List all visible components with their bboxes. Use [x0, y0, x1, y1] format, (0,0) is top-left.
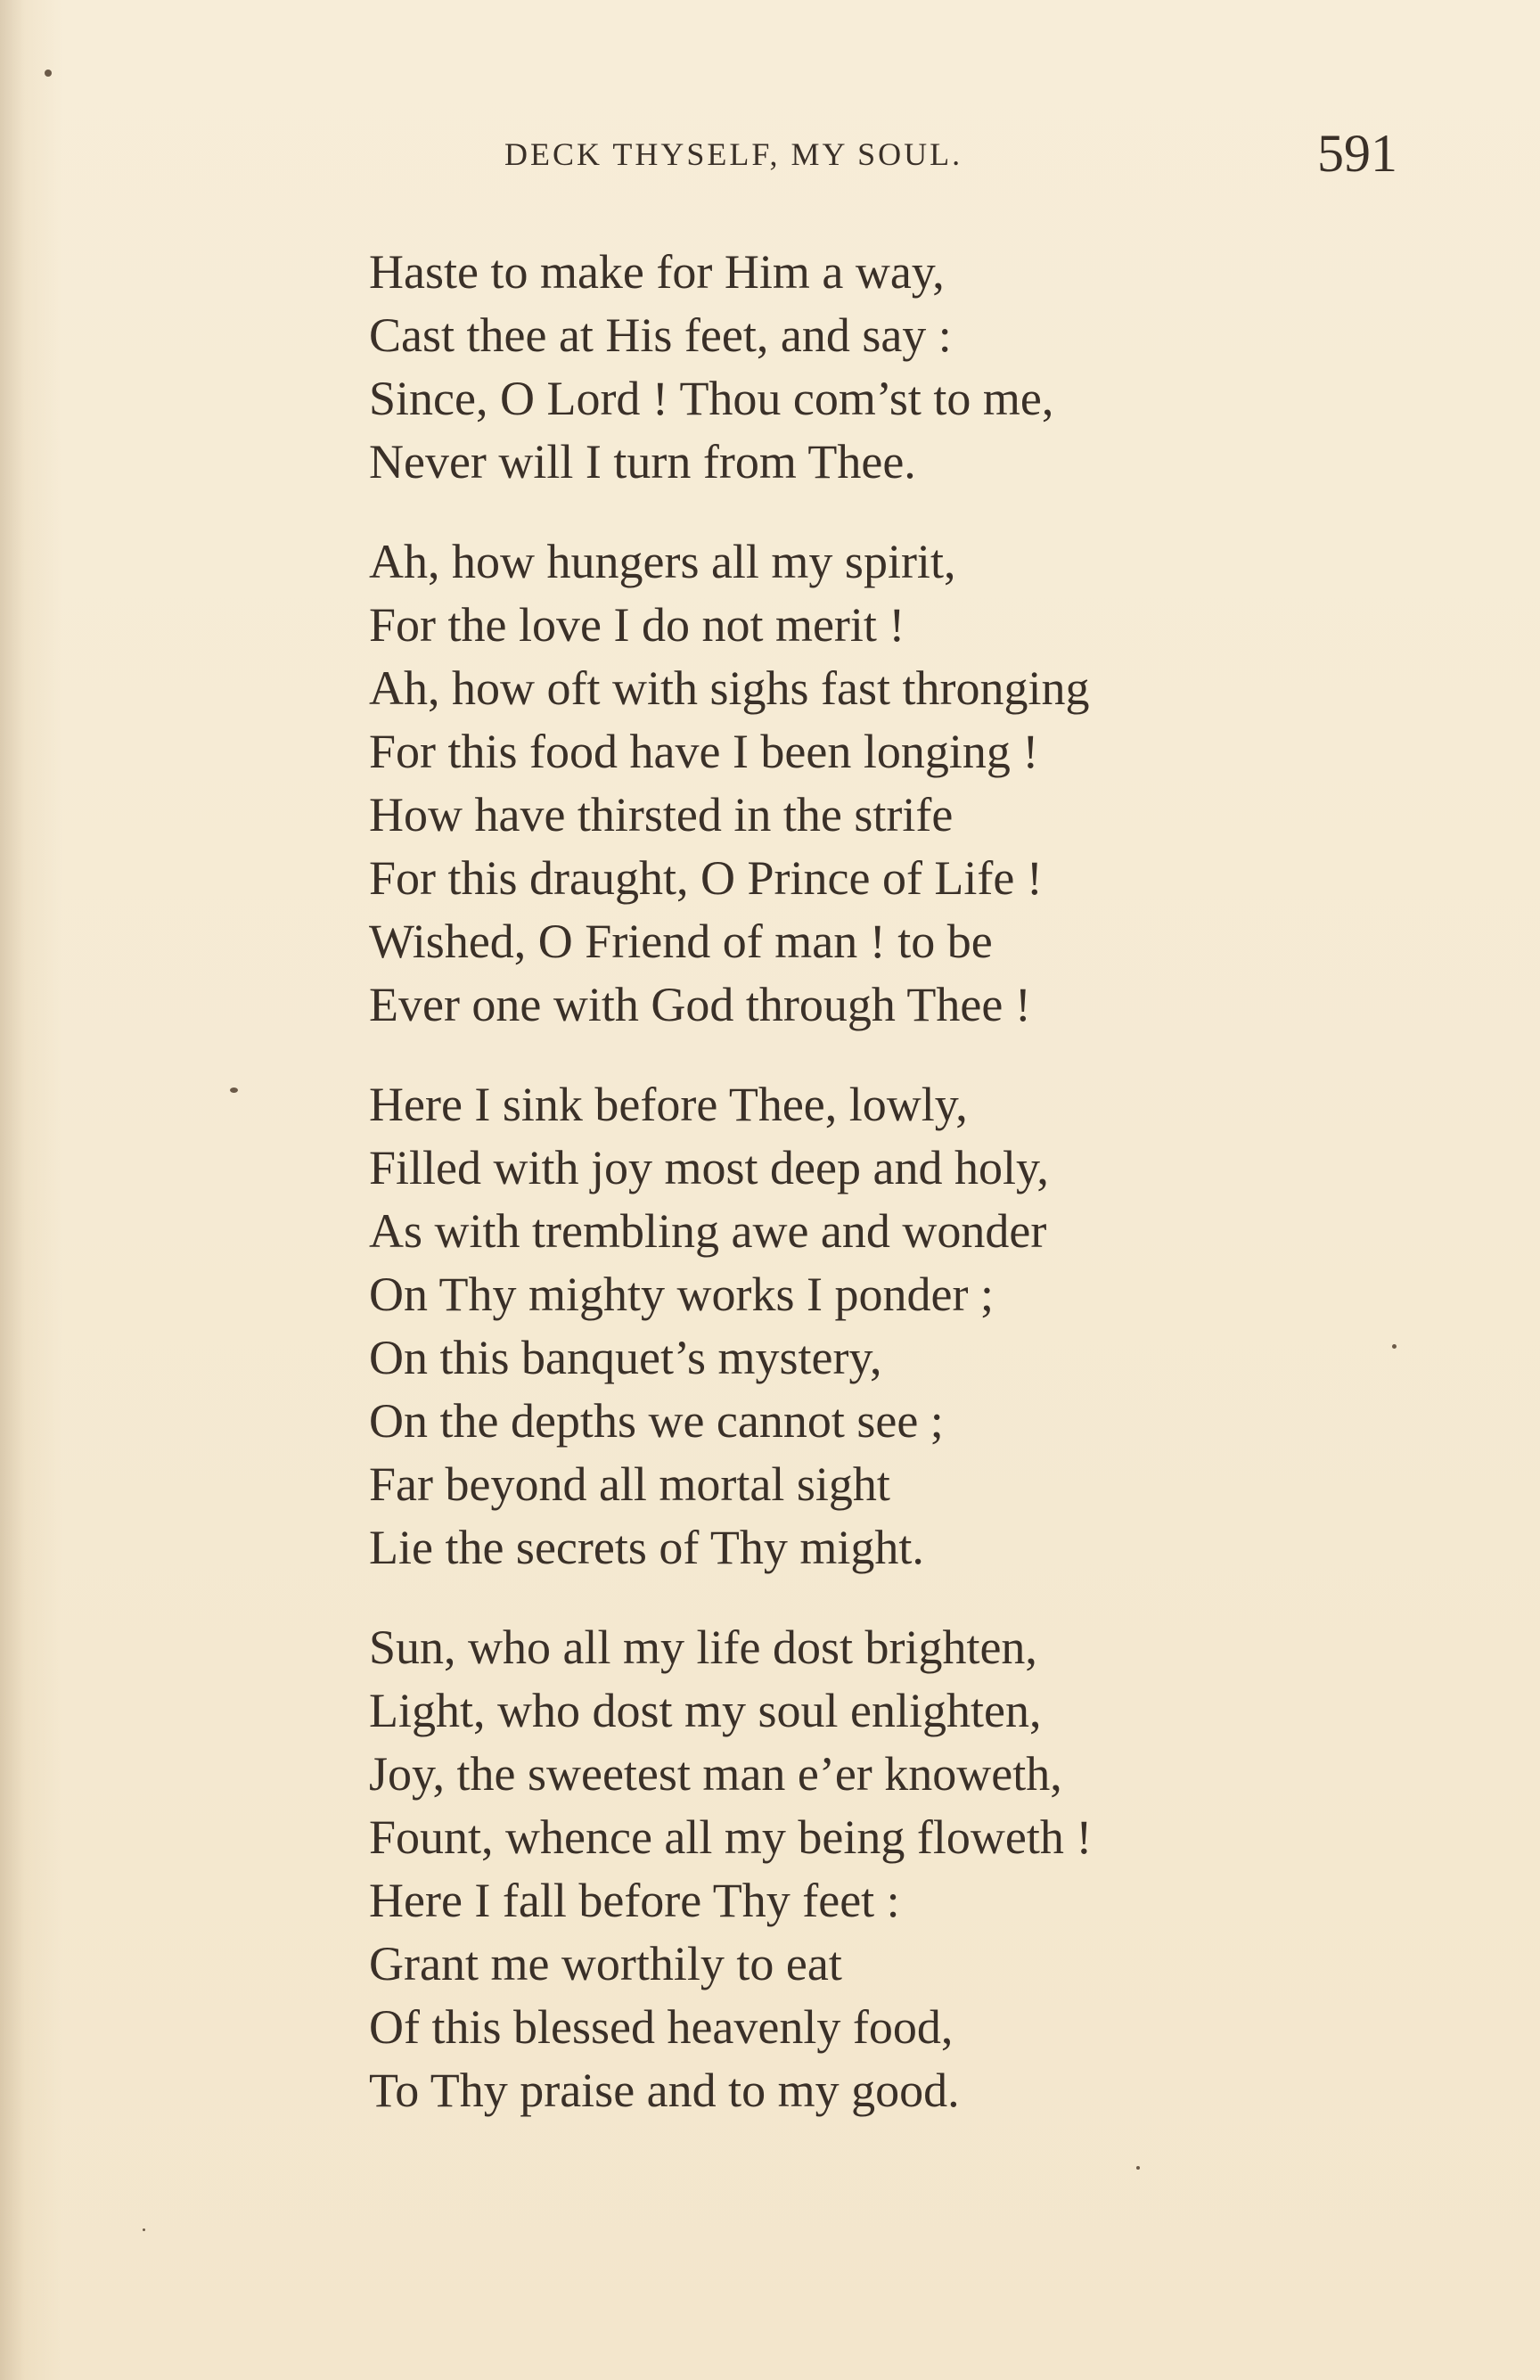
- poem-line: For the love I do not merit !: [369, 598, 905, 652]
- poem-line: As with trembling awe and wonder: [369, 1204, 1047, 1258]
- stanza-4: [369, 1616, 1260, 2122]
- poem-line: How have thirsted in the strife: [369, 788, 954, 841]
- poem-line: Wished, O Friend of man ! to be: [369, 915, 993, 968]
- poem-body: [369, 241, 1260, 2159]
- poem-line: Lie the secrets of Thy might.: [369, 1521, 924, 1574]
- stanza-3: [369, 1073, 1260, 1580]
- poem-line: Haste to make for Him a way,: [369, 245, 945, 299]
- poem-line: Ah, how oft with sighs fast thronging: [369, 661, 1090, 715]
- poem-line: Here I fall before Thy feet :: [369, 1874, 900, 1927]
- poem-line: Since, O Lord ! Thou com’st to me,: [369, 372, 1054, 425]
- stanza-1: [369, 241, 1260, 494]
- poem-line: On this banquet’s mystery,: [369, 1331, 882, 1384]
- page-number: 591: [1317, 124, 1397, 183]
- poem-line: Never will I turn from Thee.: [369, 435, 916, 488]
- ink-speck: [45, 70, 52, 77]
- poem-line: Joy, the sweetest man e’er knoweth,: [369, 1747, 1062, 1801]
- poem-line: Far beyond all mortal sight: [369, 1457, 890, 1511]
- poem-line: Of this blessed heavenly food,: [369, 2000, 954, 2054]
- poem-line: Here I sink before Thee, lowly,: [369, 1078, 968, 1131]
- poem-line: Ever one with God through Thee !: [369, 978, 1031, 1031]
- poem-line: Sun, who all my life dost brighten,: [369, 1621, 1037, 1674]
- poem-line: On Thy mighty works I ponder ;: [369, 1268, 994, 1321]
- poem-line: For this draught, O Prince of Life !: [369, 851, 1043, 905]
- poem-line: Light, who dost my soul enlighten,: [369, 1684, 1042, 1737]
- poem-line: For this food have I been longing !: [369, 725, 1039, 778]
- poem-line: To Thy praise and to my good.: [369, 2064, 960, 2117]
- poem-line: Ah, how hungers all my spirit,: [369, 535, 956, 588]
- poem-line: Filled with joy most deep and holy,: [369, 1141, 1049, 1194]
- poem-line: Grant me worthily to eat: [369, 1937, 842, 1990]
- running-head-title: DECK THYSELF, MY SOUL.: [504, 136, 963, 172]
- poem-line: Fount, whence all my being floweth !: [369, 1810, 1093, 1864]
- ink-speck: [1392, 1344, 1397, 1349]
- poem-line: Cast thee at His feet, and say :: [369, 308, 952, 362]
- ink-speck: [143, 2228, 145, 2231]
- ink-speck: [230, 1087, 238, 1093]
- poem-line: On the depths we cannot see ;: [369, 1394, 944, 1448]
- stanza-2: [369, 530, 1260, 1037]
- ink-speck: [1136, 2166, 1140, 2170]
